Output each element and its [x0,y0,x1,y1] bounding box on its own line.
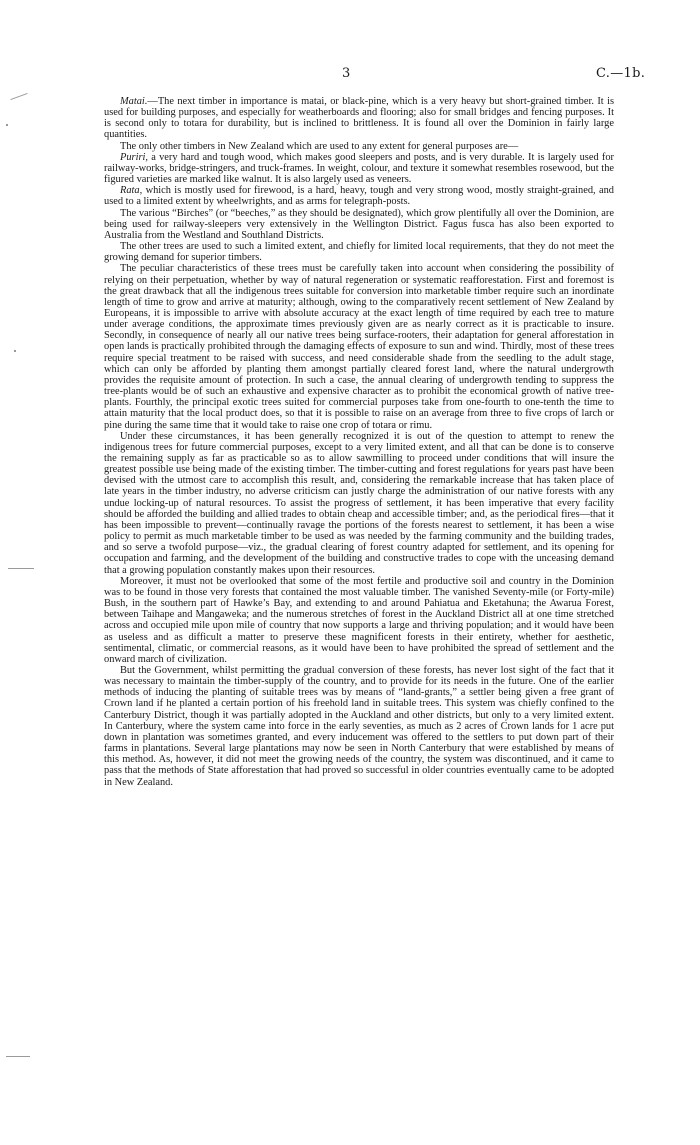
margin-mark [6,1056,30,1057]
paragraph [104,96,614,141]
paragraph [104,431,614,576]
paragraph [104,152,614,185]
paragraph [104,665,614,788]
paragraph-text: a very hard and tough wood, which makes good sleepers and posts, and is very durable. It is largely used for railway-works, bridge-stringers, and truck-frames. In weight, colour, and texture it somewhat resembles rosewood, but the figured varieties are marked like walnut. It is also largely used as veneers. [104,151,614,186]
paragraph [104,241,614,263]
lead-term: Puriri, [120,151,149,163]
paragraph-text: Moreover, it must not be overlooked that some of the most fertile and productive soil and country in the Dominion was to be found in those very forests that contained the most valuable timber. The vanished Seventy-mile (or Forty-mile) Bush, in the southern part of Hawke’s Bay, and extending to and around Pahiatua and Eketahuna; the Awarua Forest, between Taihape and Mangaweka; and the numerous stretches of forest in the Auckland District all at one time stretched across and occupied mile upon mile of country that now supports a large and thriving population; and it would have been as useless and as difficult a matter to preserve these magnificent forests in their entirety, whether for aesthetic, sentimental, climatic, or commercial reasons, as it would have been to have prohibited the spread of settlement and the onward march of civilization. [104,575,614,665]
document-reference: C.—1b. [596,66,646,81]
margin-dot [14,350,16,352]
paragraph [104,576,614,665]
paragraph-text: The other trees are used to such a limited extent, and chiefly for limited local requirements, that they do not meet the growing demand for superior timbers. [104,241,614,264]
paragraph-text: The various “Birches” (or “beeches,” as they should be designated), which grow plentifully all over the Dominion, are being used for railway-sleepers very extensively in the Wellington District. Fagus fusca has also been exported to Australia from the Westland and Southland Districts. [104,207,614,241]
paragraph [104,185,614,207]
paragraph-text: Under these circumstances, it has been generally recognized it is out of the question to attempt to renew the indigenous trees for future commercial purposes, except to a very limited extent, and all that can be done is to conserve the remaining supply as far as practicable so as to allow sawmilling to proceed under conditions that will insure the greatest possible use being made of the existing timber. The timber-cutting and forest regulations for years past have been devised with the utmost care to accomplish this result, and, considering the remarkable increase that has taken place of late years in the timber industry, no adverse criticism can justly charge the administration of our native forests with any undue locking-up of natural resources. To assist the progress of settlement, it has been imperative that every facility should be afforded the building and allied trades to obtain cheap and accessible timber; and, as the periodical fires—that it has been impossible to prevent—continually ravage the portions of the forests nearest to settlement, it has been a wise policy to permit as much marketable timber to be used as was needed by the farming community and the building trades, and so serve a twofold purpose—viz., the gradual clearing of forest country adapted for settlement, and its opening for occupation and farming, and the development of the building and constructive trades to cope with the unceasing demand that a growing population constantly makes upon their resources. [104,430,614,576]
margin-dot [6,124,8,126]
page-number: 3 [342,66,351,81]
body-text [104,96,614,788]
paragraph-text: which is mostly used for firewood, is a hard, heavy, tough and very strong wood, mostly straight-grained, and used to a limited extent by wheelwrights, and as arms for telegraph-posts. [104,185,614,208]
paragraph [104,208,614,241]
paragraph-text: The only other timbers in New Zealand which are used to any extent for general purposes are— [120,140,519,152]
lead-term: Matai. [120,96,148,107]
lead-term: Rata, [120,185,143,197]
paragraph-text: The peculiar characteristics of these trees must be carefully taken into account when considering the possibility of relying on their perpetuation, whether by way of natural regeneration or systematic reafforestation. First and foremost is the great drawback that all the indigenous trees suitable for conversion into marketable timber require such an inordinate length of time to grow and arrive at maturity; although, owing to the comparatively recent settlement of New Zealand by Europeans, it is impossible to arrive with absolute accuracy at the exact length of time required by each tree to mature under average conditions, the approximate times previously given are as nearly correct as it is practicable to insure. Secondly, in consequence of nearly all our native trees being surface-rooters, their adaptation for general afforestation in open lands is practically prohibited through the damaging effects of exposure to sun and wind. Thirdly, most of these trees require special treatment to be raised with success, and need considerable shade from the seedling to the adult stage, which can only be afforded by planting them amongst partially cleared forest land, where the natural undergrowth provides the requisite amount of protection. In such a case, the annual clearing of undergrowth tending to suppress the tree-plants would be of such an exhaustive and expensive character as to prohibit the economical growth of native tree-plants. Fourthly, the principal exotic trees suited for commercial purposes take from one-fourth to one-tenth the time to attain maturity that the local product does, so that it is possible to raise on an average from three to five crops of larch or pine during the same time that it would take to raise one crop of totara or rimu. [104,263,614,431]
margin-mark [10,93,27,100]
paragraph [104,263,614,430]
margin-mark [8,568,34,569]
paragraph [104,141,614,152]
paragraph-text: But the Government, whilst permitting the gradual conversion of these forests, has never lost sight of the fact that it was necessary to maintain the timber-supply of the country, and to provide for its needs in the future. One of the earlier methods of inducing the planting of suitable trees was by means of “land-grants,” a settler being given a free grant of Crown land if he planted a certain portion of his freehold land in suitable trees. This system was chiefly confined to the Canterbury District, though it was partially adopted in the Auckland and other districts, but only to a very limited extent. In Canterbury, where the system came into force in the early seventies, as much as 2 acres of Crown lands for 1 acre put down in plantation was sometimes granted, and every inducement was offered to the settlers to put down part of their farms in plantations. Several large plantations may now be seen in North Canterbury that were established by means of this method. As, however, it did not meet the growing needs of the country, the system was discontinued, and it came to pass that the methods of State afforestation that had proved so successful in older countries eventually came to be adopted in New Zealand. [104,664,614,788]
paragraph-text: —The next timber in importance is matai, or black-pine, which is a very heavy but short-grained timber. It is used for building purposes, and especially for weatherboards and flooring; also for small bridges and fencing purposes. It is second only to totara for durability, but is inclined to brittleness. It is found all over the Dominion in fairly large quantities. [104,96,614,141]
